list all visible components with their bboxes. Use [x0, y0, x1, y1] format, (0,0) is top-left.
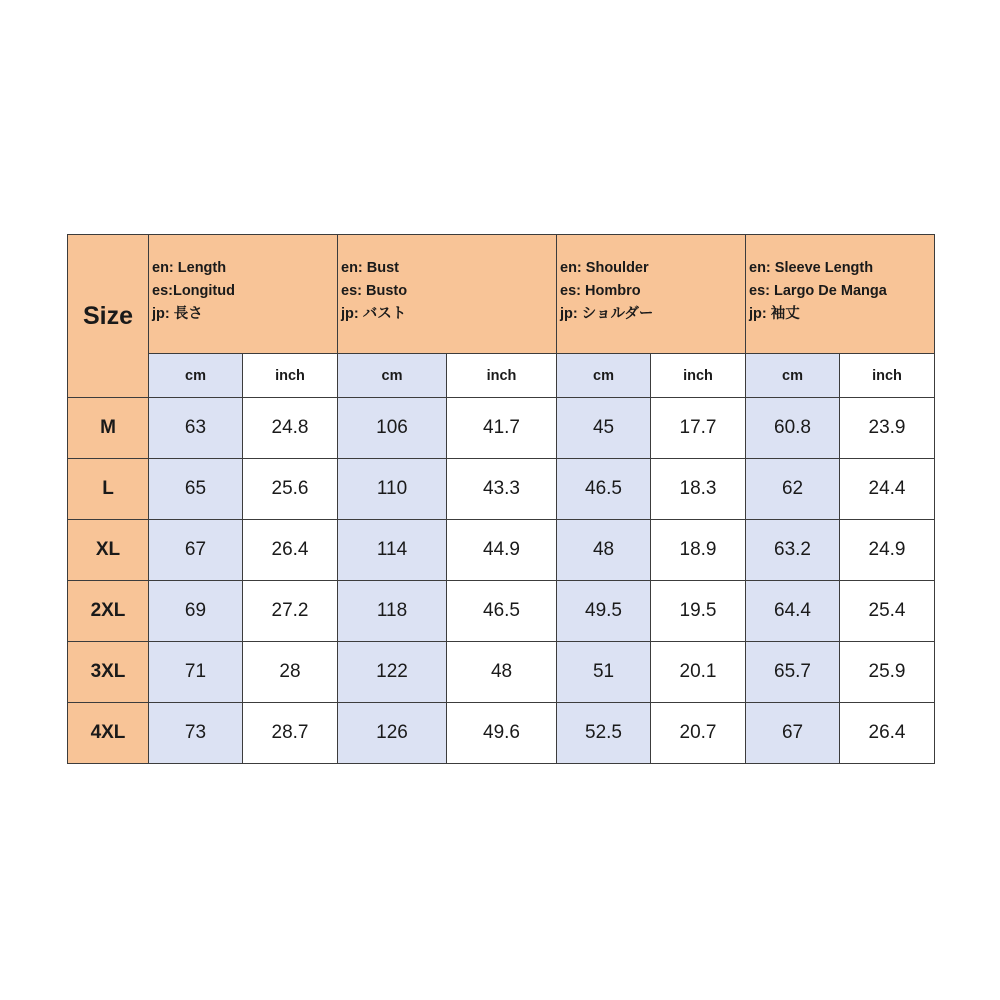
inch-value-cell: 44.9	[447, 520, 557, 581]
size-label-cell: 4XL	[68, 703, 149, 764]
cm-value-cell: 60.8	[746, 398, 840, 459]
inch-value-cell: 27.2	[243, 581, 338, 642]
unit-header-row	[68, 354, 935, 398]
cm-value-cell: 49.5	[557, 581, 651, 642]
inch-value-cell: 18.9	[651, 520, 746, 581]
inch-value-cell: 20.1	[651, 642, 746, 703]
inch-value-cell: 26.4	[840, 703, 935, 764]
inch-value-cell: 25.6	[243, 459, 338, 520]
group-header-row	[68, 235, 935, 354]
size-label-cell: L	[68, 459, 149, 520]
cm-value-cell: 73	[149, 703, 243, 764]
cm-value-cell: 126	[338, 703, 447, 764]
inch-value-cell: 24.8	[243, 398, 338, 459]
inch-value-cell: 24.4	[840, 459, 935, 520]
size-header-label: Size	[82, 301, 134, 330]
cm-value-cell: 67	[149, 520, 243, 581]
inch-value-cell: 23.9	[840, 398, 935, 459]
group-label-en: en: Length	[152, 259, 227, 276]
unit-header-cm: cm	[746, 354, 840, 398]
cm-value-cell: 64.4	[746, 581, 840, 642]
group-label-es: es: Hombro	[560, 282, 641, 299]
cm-value-cell: 51	[557, 642, 651, 703]
inch-value-cell: 41.7	[447, 398, 557, 459]
size-chart-table	[67, 234, 935, 764]
cm-value-cell: 45	[557, 398, 651, 459]
group-label-es: es:Longitud	[152, 282, 235, 299]
table-row	[68, 703, 935, 764]
table-row	[68, 398, 935, 459]
cm-value-cell: 118	[338, 581, 447, 642]
table-row	[68, 459, 935, 520]
cm-value-cell: 106	[338, 398, 447, 459]
cm-value-cell: 63.2	[746, 520, 840, 581]
size-label-cell: 2XL	[68, 581, 149, 642]
size-label-cell: M	[68, 398, 149, 459]
group-label-jp: jp: 長さ	[152, 305, 203, 322]
group-label-en: en: Bust	[341, 259, 399, 276]
size-label-cell: XL	[68, 520, 149, 581]
inch-value-cell: 18.3	[651, 459, 746, 520]
inch-value-cell: 28.7	[243, 703, 338, 764]
cm-value-cell: 69	[149, 581, 243, 642]
inch-value-cell: 43.3	[447, 459, 557, 520]
group-label-en: en: Shoulder	[560, 259, 649, 276]
group-label-en: en: Sleeve Length	[749, 259, 874, 276]
inch-value-cell: 48	[447, 642, 557, 703]
group-label-es: es: Busto	[341, 282, 408, 299]
cm-value-cell: 46.5	[557, 459, 651, 520]
group-label-es: es: Largo De Manga	[749, 282, 887, 299]
unit-header-cm: cm	[149, 354, 243, 398]
cm-value-cell: 65	[149, 459, 243, 520]
cm-value-cell: 110	[338, 459, 447, 520]
size-data-rows	[68, 398, 935, 764]
cm-value-cell: 122	[338, 642, 447, 703]
table-row	[68, 520, 935, 581]
unit-header-inch: inch	[447, 354, 557, 398]
group-header-sleeve-length	[746, 235, 935, 354]
table-row	[68, 581, 935, 642]
cm-value-cell: 67	[746, 703, 840, 764]
group-header-shoulder	[557, 235, 746, 354]
cm-value-cell: 63	[149, 398, 243, 459]
inch-value-cell: 25.9	[840, 642, 935, 703]
unit-header-cm: cm	[338, 354, 447, 398]
cm-value-cell: 48	[557, 520, 651, 581]
table-row	[68, 642, 935, 703]
cm-value-cell: 52.5	[557, 703, 651, 764]
inch-value-cell: 46.5	[447, 581, 557, 642]
unit-header-inch: inch	[243, 354, 338, 398]
cm-value-cell: 114	[338, 520, 447, 581]
inch-value-cell: 20.7	[651, 703, 746, 764]
inch-value-cell: 24.9	[840, 520, 935, 581]
unit-header-cm: cm	[557, 354, 651, 398]
cm-value-cell: 71	[149, 642, 243, 703]
cm-value-cell: 65.7	[746, 642, 840, 703]
group-header-length	[149, 235, 338, 354]
inch-value-cell: 17.7	[651, 398, 746, 459]
unit-header-inch: inch	[651, 354, 746, 398]
inch-value-cell: 28	[243, 642, 338, 703]
cm-value-cell: 62	[746, 459, 840, 520]
group-label-jp: jp: 袖丈	[749, 305, 800, 322]
size-label-cell: 3XL	[68, 642, 149, 703]
inch-value-cell: 25.4	[840, 581, 935, 642]
inch-value-cell: 49.6	[447, 703, 557, 764]
group-header-bust	[338, 235, 557, 354]
size-column-header	[68, 235, 149, 398]
group-label-jp: jp: バスト	[341, 305, 407, 322]
inch-value-cell: 19.5	[651, 581, 746, 642]
inch-value-cell: 26.4	[243, 520, 338, 581]
group-label-jp: jp: ショルダー	[560, 305, 654, 322]
unit-header-inch: inch	[840, 354, 935, 398]
